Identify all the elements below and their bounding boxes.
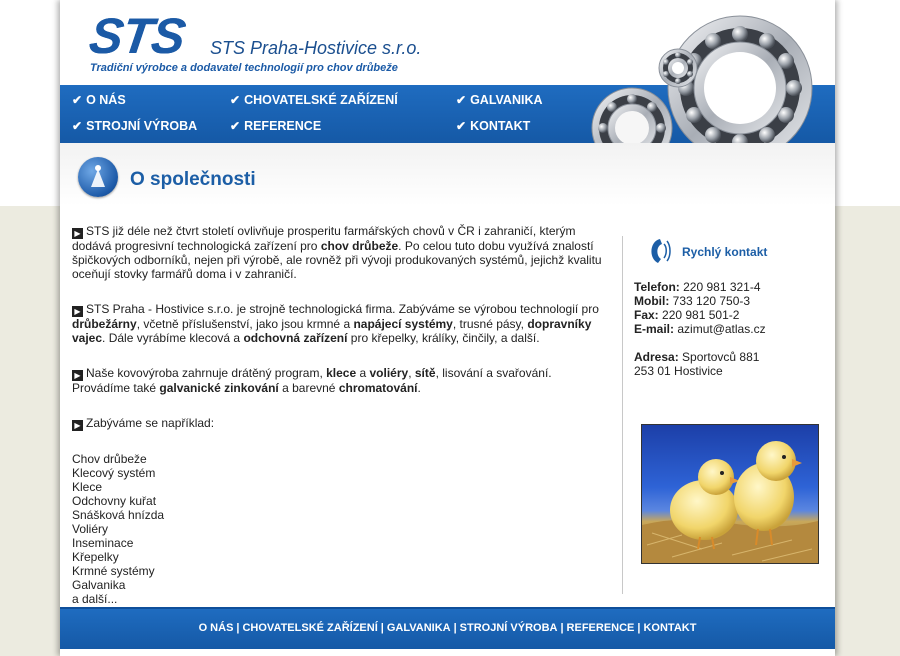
arrow-bullet-icon: ▶ — [72, 228, 83, 239]
footer-link-strojni-vyroba[interactable]: STROJNÍ VÝROBA — [459, 622, 558, 634]
arrow-bullet-icon: ▶ — [72, 306, 83, 317]
list-item: Galvanika — [72, 578, 126, 592]
footer-separator: | — [637, 622, 641, 634]
fax-label: Fax: — [634, 308, 659, 322]
arrow-bullet-icon: ▶ — [72, 420, 83, 431]
nav-item-kontakt[interactable]: ✔ KONTAKT — [456, 119, 531, 133]
email-label: E-mail: — [634, 322, 675, 336]
list-item: Křepelky — [72, 550, 119, 564]
page-title: O společnosti — [130, 169, 256, 190]
check-icon: ✔ — [230, 93, 241, 107]
email-link[interactable]: azimut@atlas.cz — [677, 322, 766, 336]
list-item: Odchovny kuřat — [72, 494, 157, 508]
metalwork-paragraph: ▶ Naše kovovýroba zahrnuje drátěný program, klece a voliéry, sítě, lisování a svařování. Provádíme také galvanické zinkování a barevné chromatování. — [72, 366, 552, 395]
contact-details — [634, 280, 766, 336]
footer-link-reference[interactable]: REFERENCE — [566, 622, 635, 634]
arrow-bullet-icon: ▶ — [72, 370, 83, 381]
footer-separator: | — [453, 622, 457, 634]
check-icon: ✔ — [230, 119, 241, 133]
technology-paragraph: ▶ STS Praha - Hostivice s.r.o. je strojně technologická firma. Zabýváme se výrobou technologií pro drůbežárny, včetně příslušenství, jako jsou krmné a napájecí systémy, trusné pásy, dopravníky vajec. Dále vyrábíme klecová a odchovná zařízení pro křepelky, králíky, činčily, a další. — [72, 302, 599, 345]
check-icon: ✔ — [72, 119, 83, 133]
page-container — [60, 0, 835, 656]
footer-link-o-nas[interactable]: O NÁS — [198, 622, 234, 634]
quick-contact-title: Rychlý kontakt — [682, 245, 768, 259]
tagline: Tradiční výrobce a dodavatel technologií pro chov drůbeže — [90, 62, 398, 74]
list-item: Voliéry — [72, 522, 109, 536]
address — [634, 350, 759, 378]
check-icon: ✔ — [456, 119, 467, 133]
footer-link-galvanika[interactable]: GALVANIKA — [386, 622, 451, 634]
list-item: a další... — [72, 592, 118, 606]
footer-separator: | — [560, 622, 564, 634]
list-item: Klece — [72, 480, 103, 494]
mobile-label: Mobil: — [634, 294, 670, 308]
footer-separator: | — [236, 622, 240, 634]
check-icon: ✔ — [456, 93, 467, 107]
mobile-value: 733 120 750-3 — [672, 294, 751, 308]
footer-separator: | — [380, 622, 384, 634]
list-item: Inseminace — [72, 536, 134, 550]
examples-heading: ▶ Zabýváme se například: — [72, 416, 612, 431]
address-line2: 253 01 Hostivice — [634, 364, 723, 378]
list-item: Chov drůbeže — [72, 452, 147, 466]
logo[interactable]: STS — [86, 8, 189, 64]
footer-link-chovatelske-zarizeni[interactable]: CHOVATELSKÉ ZAŘÍZENÍ — [242, 622, 378, 634]
list-item: Klecový systém — [72, 466, 156, 480]
header — [60, 0, 835, 206]
footer-link-kontakt[interactable]: KONTAKT — [643, 622, 697, 634]
main-content — [72, 224, 612, 606]
footer-nav — [60, 607, 835, 649]
list-item: Snášková hnízda — [72, 508, 165, 522]
company-icon — [78, 157, 118, 197]
title-area — [60, 143, 835, 206]
phone-icon — [644, 236, 672, 266]
chicks-photo — [641, 424, 819, 564]
phone-label: Telefon: — [634, 280, 680, 294]
nav-item-chovatelske-zarizeni[interactable]: ✔ CHOVATELSKÉ ZAŘÍZENÍ — [230, 93, 398, 107]
check-icon: ✔ — [72, 93, 83, 107]
intro-paragraph: ▶ STS již déle než čtvrt století ovlivňuje prosperitu farmářských chovů v ČR i zahraničí, kterým dodává progresivní technologická zařízení pro chov drůbeže. Po celou tuto dobu využívá znalostí špičkových odborníků, nejen při výrobě, ale rovněž při vývoji produkovaných systémů, jejichž kvalitu oceňují stovky farmářů doma i v zahraničí. — [72, 224, 602, 281]
company-name: STS Praha-Hostivice s.r.o. — [210, 38, 422, 58]
address-line1: Sportovců 881 — [682, 350, 760, 364]
address-label: Adresa: — [634, 350, 679, 364]
nav-item-galvanika[interactable]: ✔ GALVANIKA — [456, 93, 543, 107]
list-item: Krmné systémy — [72, 564, 155, 578]
nav-item-strojni-vyroba[interactable]: ✔ STROJNÍ VÝROBA — [72, 119, 198, 133]
nav-item-reference[interactable]: ✔ REFERENCE — [230, 119, 322, 133]
examples-list — [72, 452, 612, 606]
content-divider — [622, 236, 623, 594]
phone-value: 220 981 321-4 — [683, 280, 761, 294]
nav-item-o-nas[interactable]: ✔ O NÁS — [72, 93, 126, 107]
fax-value: 220 981 501-2 — [662, 308, 740, 322]
